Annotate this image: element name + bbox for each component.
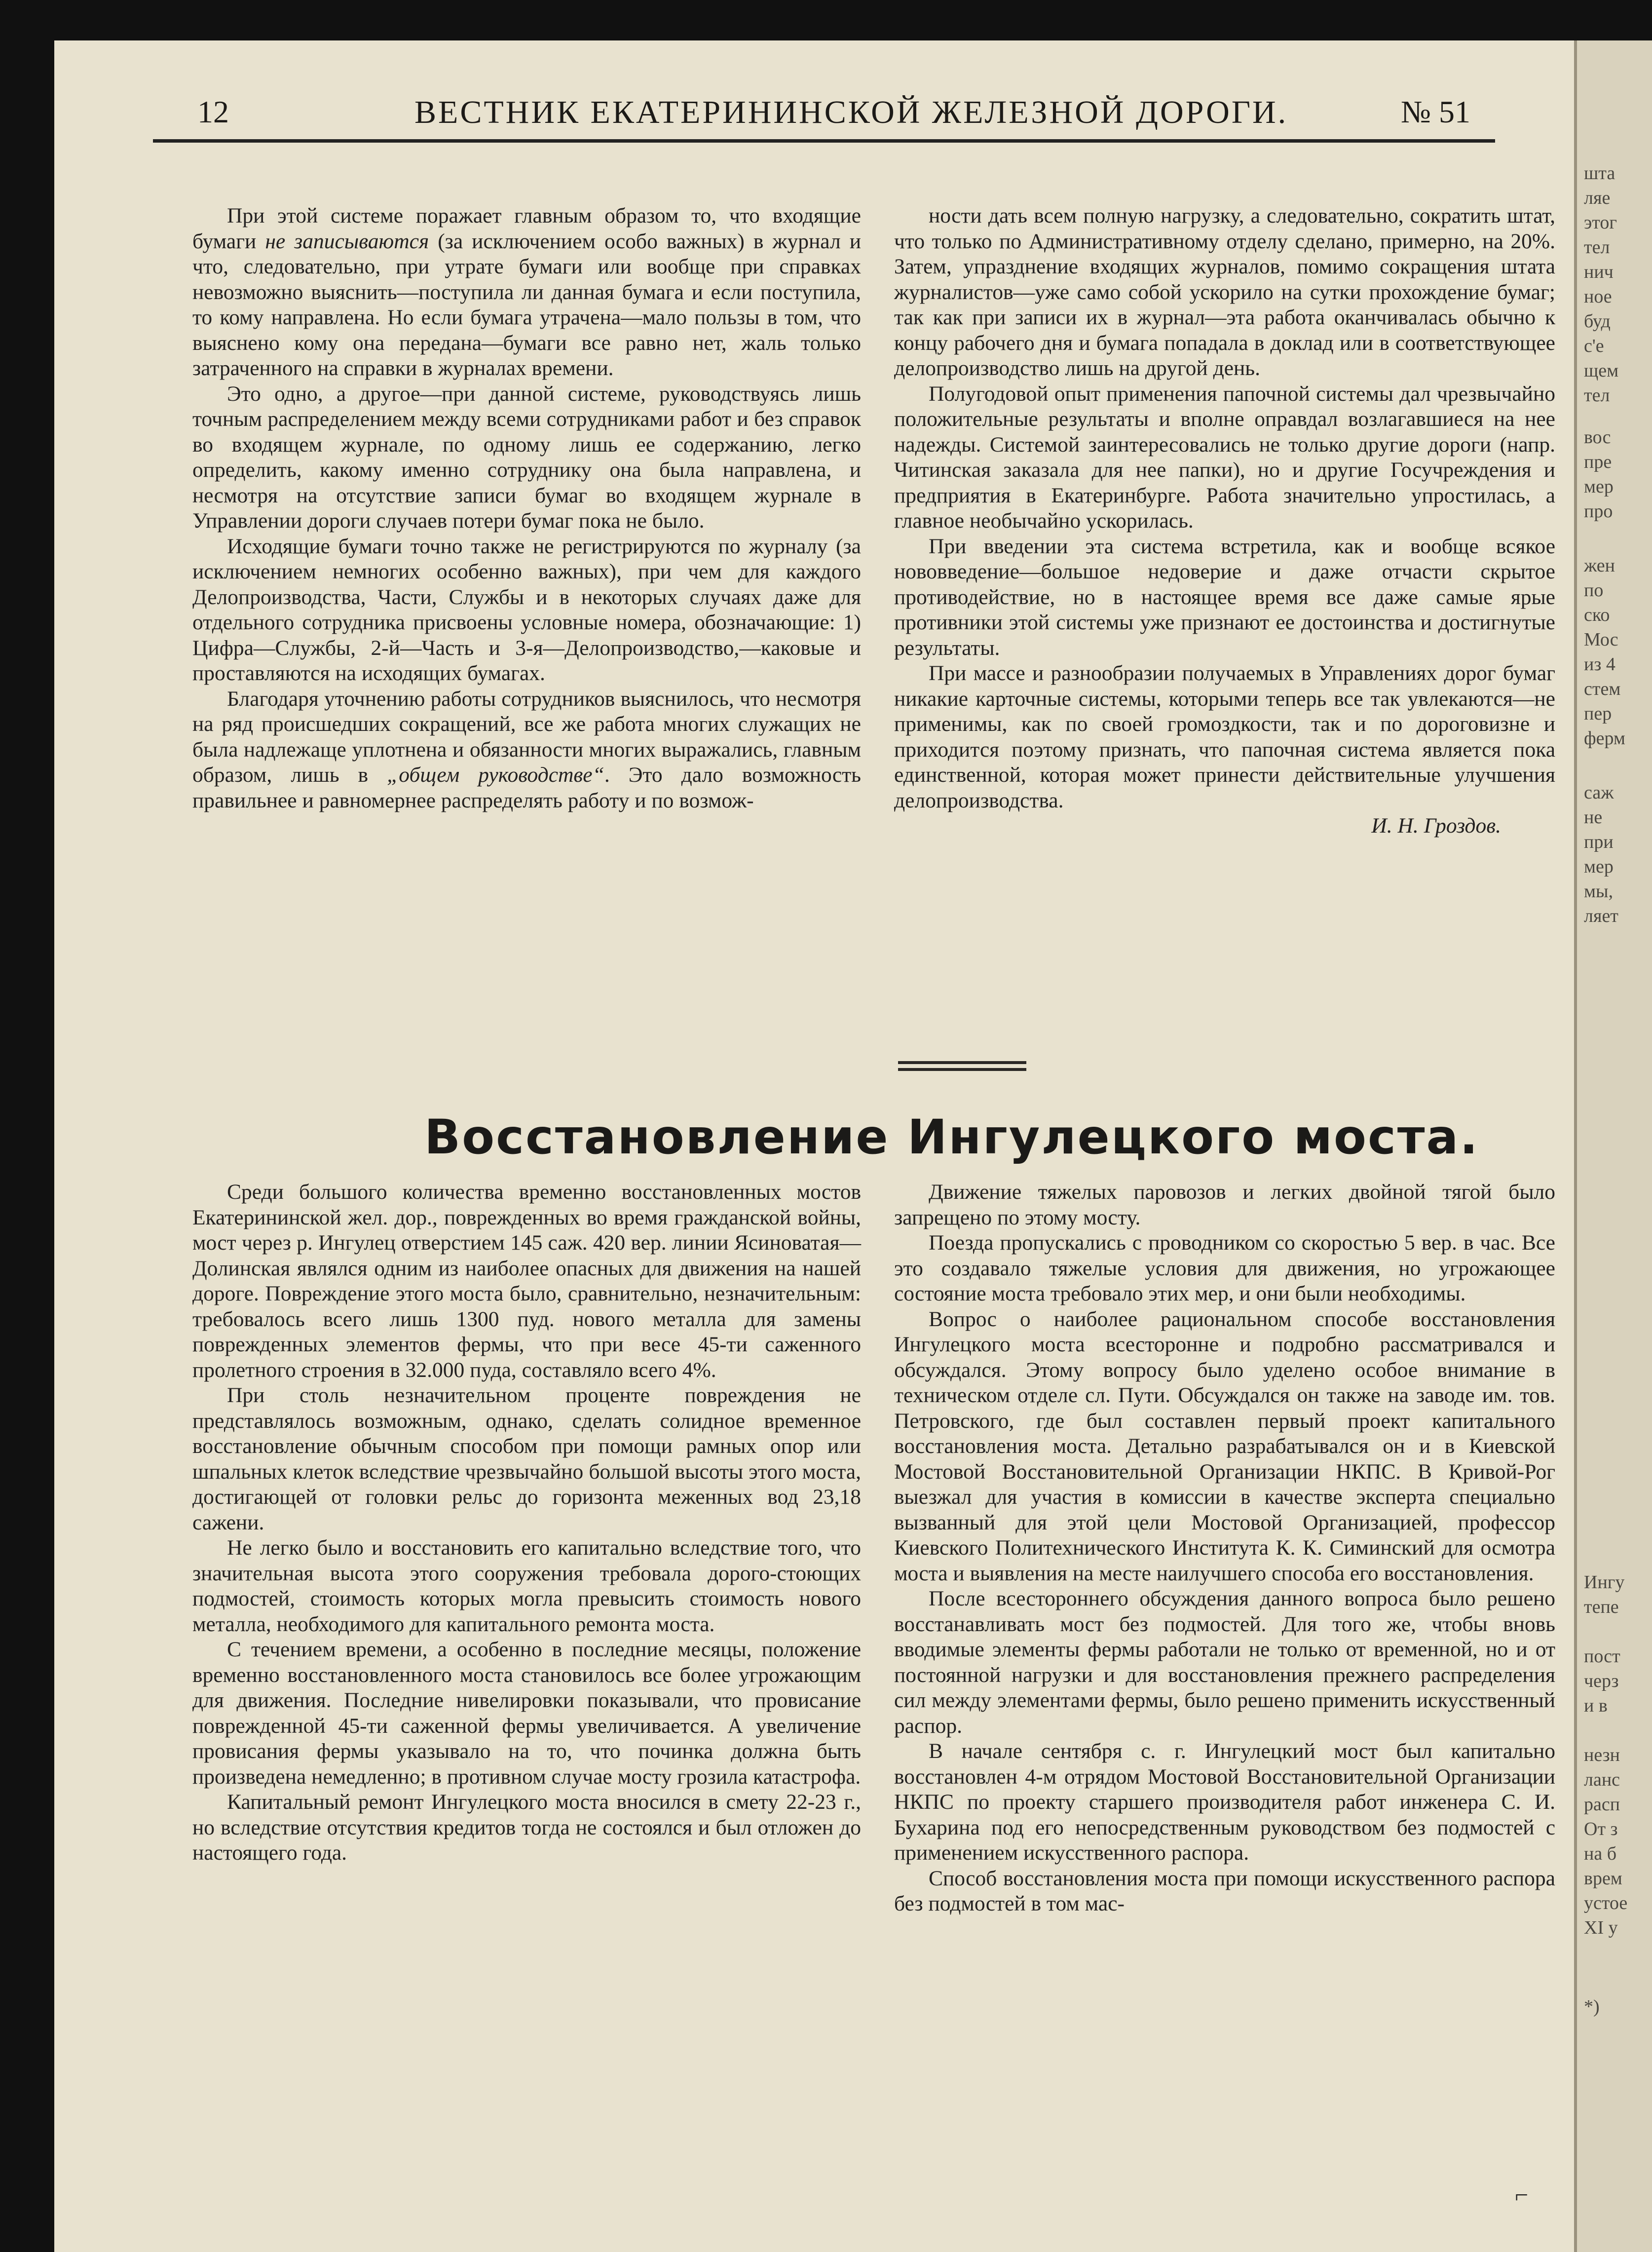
adjacent-page-text: Мос xyxy=(1584,629,1618,650)
adjacent-page-text: незн xyxy=(1584,1745,1620,1765)
adjacent-page-text: ферм xyxy=(1584,728,1625,749)
adjacent-page-text: пост xyxy=(1584,1646,1620,1667)
adjacent-page-text: щем xyxy=(1584,360,1619,381)
adjacent-page-text: саж xyxy=(1584,782,1614,803)
paragraph: Благодаря уточнению работы сотрудников выяснилось, что несмотря на ряд происшедших сокращений, все же работа многих служащих не была надлежаще уплотнена и обязанности многих выражались, главным образом, лишь в „общем руководстве“. Это дало возможность правильнее и равномернее распределять работу и по возмож- xyxy=(192,687,861,812)
paragraph: При этой системе поражает главным образом то, что входящие бумаги не записываются (за исключением особо важных) в журнал и что, следовательно, при утрате бумаги или вообще при справках невозможно выяснить—поступила ли данная бумага и если поступила, то кому направлена. Но если бумага утрачена—мало пользы в том, что выяснено кому она передана—бумаги все равно нет, жаль только затраченного на справки в журналах времени. xyxy=(192,204,861,380)
paragraph: Это одно, а другое—при данной системе, руководствуясь лишь точным распределением между всеми сотрудниками работ и без справок во входящем журнале, по одному лишь ее содержанию, легко определить, какому именно сотруднику она была направлена, и несмотря на отсутствие записи бумаг во входящем журнале в Управлении дороги случаев потери бумаг пока не было. xyxy=(192,382,861,533)
paragraph: Не легко было и восстановить его капитально вследствие того, что значительная высота этого сооружения требовала дорого-стоющих подмостей, стоимость которых могла превысить стоимость нового металла, необходимого для капитального ремонта моста. xyxy=(192,1536,861,1636)
adjacent-page-edge xyxy=(1574,40,1652,2252)
paragraph: Способ восстановления моста при помощи искусственного распора без подмостей в том мас- xyxy=(894,1866,1555,1915)
adjacent-page-text: шта xyxy=(1584,163,1615,184)
adjacent-page-text: не xyxy=(1584,807,1603,828)
adjacent-page-text: устое xyxy=(1584,1893,1628,1913)
paragraph: Полугодовой опыт применения папочной системы дал чрезвычайно положительные результаты и вполне оправдал возлагавшиеся на нее надежды. Системой заинтересовались не только другие дороги (напр. Читинская заказала для нее папки), но и другие Госучреждения и предприятия в Екатеринбурге. Работа значительно упростилась, а главное необычайно ускорилась. xyxy=(894,382,1555,533)
adjacent-page-text: мы, xyxy=(1584,881,1614,902)
article2-title: Восстановление Ингулецкого моста. xyxy=(424,1109,1479,1165)
paragraph: При введении эта система встретила, как и вообще всякое нововведение—большое недоверие и даже отчасти скрытое противодействие, но в настоящее время все даже самые ярые противники этой системы уже признают ее достоинства и достигнутые результаты. xyxy=(894,534,1555,660)
adjacent-page-text: мер xyxy=(1584,856,1614,877)
adjacent-page-text: ско xyxy=(1584,605,1610,625)
adjacent-page-text: пре xyxy=(1584,452,1612,472)
paragraph: Движение тяжелых паровозов и легких двойной тягой было запрещено по этому мосту. xyxy=(894,1180,1555,1229)
adjacent-page-text: ное xyxy=(1584,286,1612,307)
emphasis: „общем руководстве“ xyxy=(387,763,604,787)
adjacent-page-text: мер xyxy=(1584,476,1614,497)
paragraph: С течением времени, а особенно в последние месяцы, положение временно восстановленного моста становилось все более угрожающим для движения. Последние нивелировки показывали, что провисание поврежденной 45-ти саженной фермы увеличивается. А увеличение провисания фермы указывало на то, что починка должна быть произведена немедленно; в противном случае мосту грозила катастрофа. xyxy=(192,1638,861,1789)
paragraph: При массе и разнообразии получаемых в Управлениях дорог бумаг никакие карточные системы, которыми теперь все так увлекаются—не применимы, как по своей громоздкости, так и по дороговизне и приходится поэтому признать, что папочная система является пока единственной, которая может принести действительные улучшения делопроизводства. xyxy=(894,661,1555,812)
adjacent-page-text: черз xyxy=(1584,1671,1619,1691)
paragraph: Вопрос о наиболее рациональном способе восстановления Ингулецкого моста всесторонне и подробно рассматривался и обсуждался. Этому вопросу было уделено особое внимание в техническом отделе сл. Пути. Обсуждался он также на заводе им. тов. Петровского, где был составлен первый проект капитального восстановления моста. Детально разрабатывался он и в Киевской Мостовой Восстановительной Организации НКПС. В Кривой-Рог выезжал для участия в комиссии в качестве эксперта специально вызванный для этой цели Мостовой Организацией, профессор Киевского Политехнического Института К. К. Симинский для осмотра моста и выявления на месте наилучшего способа его восстановления. xyxy=(894,1307,1555,1585)
paragraph: После всестороннего обсуждения данного вопроса было решено восстанавливать мост без подмостей. Для того же, чтобы вновь вводимые элементы фермы работали не только от временной, но и от постоянной нагрузки и для восстановления прежнего распределения сил между элементами фермы, было решено применить искусственный распор. xyxy=(894,1587,1555,1738)
adjacent-page-text: тепе xyxy=(1584,1597,1619,1617)
adjacent-page-text: ляе xyxy=(1584,188,1611,208)
paragraph: В начале сентября с. г. Ингулецкий мост был капитально восстановлен 4-м отрядом Мостовой Восстановительной Организации НКПС по проекту старшего производителя работ инженера С. И. Бухарина под его непосредственным руководством без подмостей с применением искусственного распора. xyxy=(894,1739,1555,1865)
adjacent-page-text: ляет xyxy=(1584,906,1618,926)
paragraph: ности дать всем полную нагрузку, а следовательно, сократить штат, что только по Административному отделу сделано, примерно, на 20%. Затем, упразднение входящих журналов, помимо сокращения штата журналистов—уже само собой ускорило на сутки прохождение бумаг; так как при записи их в журнал—эта работа оканчивалась обычно к концу рабочего дня и бумага попадала в доклад или в соответствующее делопроизводство лишь на другой день. xyxy=(894,204,1555,380)
adjacent-page-text: врем xyxy=(1584,1868,1622,1889)
adjacent-page-text: вос xyxy=(1584,427,1611,448)
article1-column-1 xyxy=(192,203,861,813)
adjacent-page-text: с'е xyxy=(1584,336,1604,356)
paragraph: Капитальный ремонт Ингулецкого моста вносился в смету 22-23 г., но вследствие отсутствия кредитов тогда не состоялся и был отложен до настоящего года. xyxy=(192,1790,861,1865)
emphasis: не записываются xyxy=(265,229,429,253)
issue-number: № 51 xyxy=(1400,94,1470,129)
paragraph: При столь незначительном проценте повреждения не представлялось возможным, однако, сделать солидное временное восстановление обычным способом при помощи рамных опор или шпальных клеток вследствие чрезвычайно большой высоты этого моста, достигающей от головки рельс до горизонта меженных вод 23,18 сажени. xyxy=(192,1383,861,1534)
adjacent-page-text: из 4 xyxy=(1584,654,1615,675)
page-number: 12 xyxy=(197,94,229,129)
adjacent-page-text: этог xyxy=(1584,212,1617,233)
adjacent-page-text: нич xyxy=(1584,262,1614,282)
paragraph: Исходящие бумаги точно также не регистрируются по журналу (за исключением немногих особенно важных), при чем для каждого Делопроизводства, Части, Службы и в некоторых случаях даже для отдельного сотрудника присвоены условные номера, обозначающие: 1) Цифра—Службы, 2-й—Часть и 3-я—Делопроизводство,—каковые и проставляются на исходящих бумагах. xyxy=(192,534,861,685)
adjacent-page-text: тел xyxy=(1584,237,1610,258)
adjacent-page-text: От з xyxy=(1584,1819,1618,1839)
adjacent-page-text: расп xyxy=(1584,1794,1620,1815)
page-header xyxy=(153,94,1525,163)
article1-column-2 xyxy=(894,203,1555,839)
article2-column-2 xyxy=(894,1180,1555,1917)
article-divider xyxy=(898,1061,1026,1072)
adjacent-page-text: XI у xyxy=(1584,1917,1618,1938)
adjacent-page-text: про xyxy=(1584,501,1613,522)
adjacent-page-text: тел xyxy=(1584,385,1610,406)
adjacent-page-text: пер xyxy=(1584,703,1612,724)
adjacent-page-text: на б xyxy=(1584,1843,1617,1864)
adjacent-page-text: *) xyxy=(1584,1996,1600,2017)
paragraph: Поезда пропускались с проводником со скоростью 5 вер. в час. Все это создавало тяжелые условия для движения, но угрожающее состояние моста требовало этих мер, и они были необходимы. xyxy=(894,1231,1555,1305)
adjacent-page-text: стем xyxy=(1584,679,1621,699)
paragraph: Среди большого количества временно восстановленных мостов Екатерининской жел. дор., поврежденных во время гражданской войны, мост через р. Ингулец отверстием 145 саж. 420 вер. линии Ясиноватая—Долинская являлся одним из наиболее опасных для движения на нашей дороге. Повреждение этого моста было, сравнительно, незначительным: требовалось всего лишь 1300 пуд. нового металла для замены поврежденных элементов фермы, что при весе 45-ти саженного пролетного строения в 32.000 пуда, составляло всего 4%. xyxy=(192,1180,861,1382)
article2-column-1 xyxy=(192,1180,861,1866)
adjacent-page-text: ланс xyxy=(1584,1769,1620,1790)
adjacent-page-text: буд xyxy=(1584,311,1611,332)
header-rule xyxy=(153,139,1495,143)
adjacent-page-text: Ингу xyxy=(1584,1572,1625,1593)
adjacent-page-text: и в xyxy=(1584,1695,1608,1716)
adjacent-page-text: при xyxy=(1584,832,1614,852)
page-mark: ⌐ xyxy=(1515,2182,1529,2208)
journal-title: ВЕСТНИК ЕКАТЕРИНИНСКОЙ ЖЕЛЕЗНОЙ ДОРОГИ. xyxy=(414,94,1288,130)
adjacent-page-text: жен xyxy=(1584,555,1615,576)
adjacent-page-text: по xyxy=(1584,580,1604,601)
author-signature: И. Н. Гроздов. xyxy=(1371,814,1501,838)
